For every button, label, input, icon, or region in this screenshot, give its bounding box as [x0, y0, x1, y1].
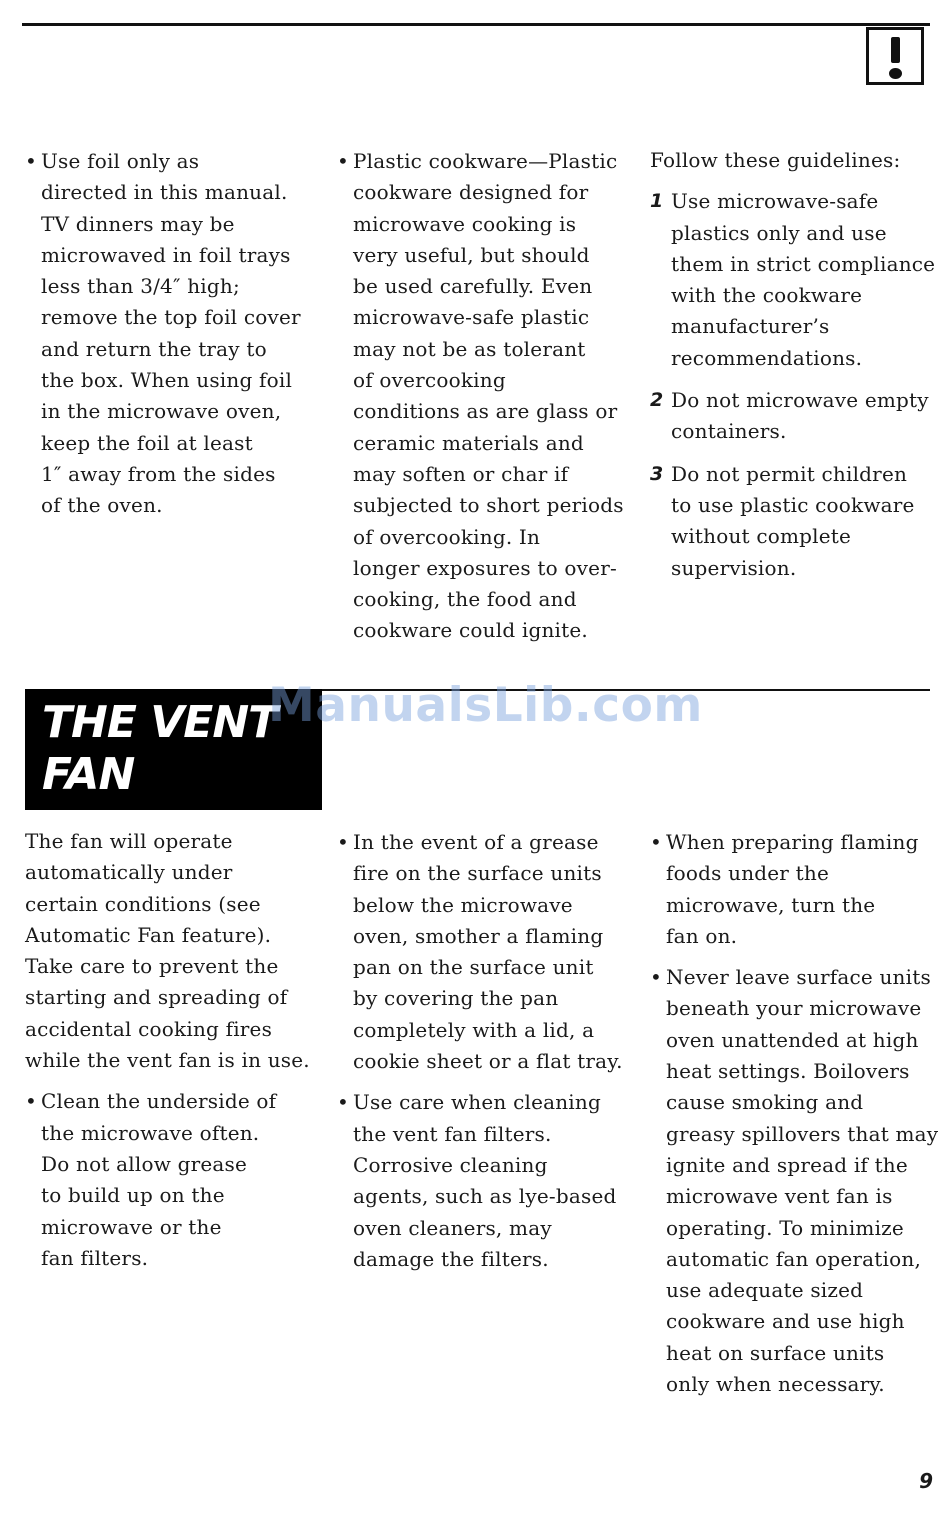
text-line: • Plastic cookware—Plastic	[353, 149, 618, 173]
guideline-number: 1	[650, 190, 664, 213]
text-line: of overcooking	[353, 368, 506, 393]
text-line: • Use care when cleaning	[353, 1090, 601, 1115]
flaming-foods-bullet	[650, 827, 940, 952]
text-line: • In the event of a grease	[353, 830, 599, 854]
top-column-2	[337, 146, 627, 657]
text-line: Do not microwave empty	[671, 388, 929, 413]
text-line: completely with a lid, a	[353, 1017, 595, 1042]
text-line: to use plastic cookware	[671, 492, 915, 517]
text-line: may soften or char if	[353, 461, 569, 486]
guidelines-intro: Follow these guidelines:	[650, 148, 901, 172]
text-line: be used carefully. Even	[353, 274, 593, 299]
text-line: starting and spreading of	[25, 985, 288, 1010]
text-line: fan filters.	[41, 1245, 149, 1270]
text-line: plastics only and use	[671, 220, 887, 245]
text-line: operating. To minimize	[666, 1215, 904, 1240]
text-line: cookware and use high	[666, 1309, 905, 1334]
text-line: • Clean the underside of	[41, 1089, 277, 1114]
text-line: cookware designed for	[353, 180, 589, 205]
text-line: them in strict compliance	[671, 251, 936, 276]
page-number: 9	[919, 1469, 933, 1493]
text-line: subjected to short periods	[353, 493, 624, 518]
exclamation-dot	[889, 68, 902, 79]
foil-bullet	[25, 146, 325, 522]
text-line: • When preparing flaming	[666, 830, 919, 854]
text-line: ceramic materials and	[353, 430, 584, 455]
text-line: conditions as are glass or	[353, 399, 618, 424]
text-line: in the microwave oven,	[41, 399, 282, 424]
text-line: only when necessary.	[666, 1372, 885, 1397]
text-line: agents, such as lye-based	[353, 1184, 617, 1209]
guideline-item	[650, 459, 935, 584]
text-line: greasy spillovers that may	[666, 1121, 939, 1146]
text-line: oven, smother a flaming	[353, 923, 604, 948]
text-line: TV dinners may be	[41, 211, 235, 236]
text-line: without complete	[671, 524, 852, 549]
section-title-line: THE VENT	[42, 697, 278, 748]
text-line: pan on the surface unit	[353, 955, 594, 980]
top-column-1	[25, 146, 325, 532]
text-line: of the oven.	[41, 493, 163, 518]
text-line: the microwave often.	[41, 1120, 260, 1145]
text-line: remove the top foil cover	[41, 305, 301, 330]
text-line: less than 3/4″ high;	[41, 274, 240, 299]
text-line: fan on.	[666, 923, 738, 948]
clean-underside-bullet	[25, 1086, 335, 1274]
text-line: damage the filters.	[353, 1246, 549, 1271]
text-line: heat settings. Boilovers	[666, 1059, 910, 1084]
text-line: oven cleaners, may	[353, 1215, 552, 1240]
text-line: Corrosive cleaning	[353, 1152, 548, 1177]
text-line: automatic fan operation,	[666, 1246, 922, 1271]
text-line: cause smoking and	[666, 1090, 864, 1115]
guideline-number: 2	[650, 389, 664, 412]
guideline-item	[650, 385, 935, 448]
text-line: recommendations.	[671, 345, 863, 370]
top-column-3	[650, 145, 935, 595]
text-line: microwave, turn the	[666, 892, 876, 917]
text-line: very useful, but should	[353, 242, 590, 267]
text-line: by covering the pan	[353, 986, 559, 1011]
guideline-item	[650, 186, 935, 374]
text-line: longer exposures to over-	[353, 555, 617, 580]
bottom-column-2	[337, 827, 627, 1285]
text-line: microwave or the	[41, 1214, 222, 1239]
text-line: the box. When using foil	[41, 368, 293, 393]
text-line: cooking, the food and	[353, 587, 577, 612]
text-line: beneath your microwave	[666, 996, 922, 1021]
text-line: The fan will operate	[25, 829, 233, 853]
surface-units-bullet	[650, 962, 940, 1400]
text-line: cookware could ignite.	[353, 618, 588, 643]
guideline-number: 3	[650, 462, 664, 485]
bottom-column-3	[650, 827, 940, 1410]
text-line: • Never leave surface units	[666, 965, 931, 990]
text-line: microwave vent fan is	[666, 1184, 893, 1209]
watermark: ManualsLib.com	[268, 678, 703, 733]
text-line: automatically under	[25, 860, 233, 885]
text-line: supervision.	[671, 555, 797, 580]
plastic-cookware-bullet	[337, 146, 627, 647]
text-line: to build up on the	[41, 1183, 225, 1208]
text-line: microwaved in foil trays	[41, 242, 291, 267]
exclamation-icon	[866, 27, 924, 85]
text-line: • Use foil only as	[41, 149, 200, 173]
fan-intro-paragraph	[25, 826, 335, 1076]
text-line: cookie sheet or a flat tray.	[353, 1049, 623, 1074]
text-line: Take care to prevent the	[25, 954, 279, 979]
exclamation-bar	[891, 37, 900, 63]
text-line: may not be as tolerant	[353, 336, 586, 361]
text-line: below the microwave	[353, 892, 573, 917]
text-line: ignite and spread if the	[666, 1152, 908, 1177]
bottom-column-1	[25, 826, 335, 1284]
text-line: Use microwave-safe	[671, 189, 879, 214]
text-line: accidental cooking fires	[25, 1016, 273, 1041]
text-line: of overcooking. In	[353, 524, 541, 549]
text-line: while the vent fan is in use.	[25, 1048, 310, 1073]
text-line: and return the tray to	[41, 336, 267, 361]
text-line: with the cookware	[671, 283, 863, 308]
text-line: heat on surface units	[666, 1340, 885, 1365]
top-rule	[22, 23, 930, 26]
text-line: microwave-safe plastic	[353, 305, 590, 330]
text-line: containers.	[671, 419, 787, 444]
text-line: use adequate sized	[666, 1278, 864, 1303]
text-line: directed in this manual.	[41, 180, 288, 205]
cleaning-filters-bullet	[337, 1087, 627, 1275]
text-line: oven unattended at high	[666, 1027, 919, 1052]
text-line: the vent fan filters.	[353, 1121, 552, 1146]
text-line: fire on the surface units	[353, 861, 602, 886]
text-line: 1″ away from the sides	[41, 461, 276, 486]
grease-fire-bullet	[337, 827, 627, 1077]
section-title-line: FAN	[42, 749, 135, 800]
text-line: Automatic Fan feature).	[25, 922, 272, 947]
text-line: manufacturer’s	[671, 314, 830, 339]
text-line: certain conditions (see	[25, 891, 261, 916]
text-line: keep the foil at least	[41, 430, 253, 455]
text-line: foods under the	[666, 861, 829, 886]
text-line: microwave cooking is	[353, 211, 577, 236]
text-line: Do not permit children	[671, 461, 908, 486]
text-line: Do not allow grease	[41, 1151, 248, 1176]
